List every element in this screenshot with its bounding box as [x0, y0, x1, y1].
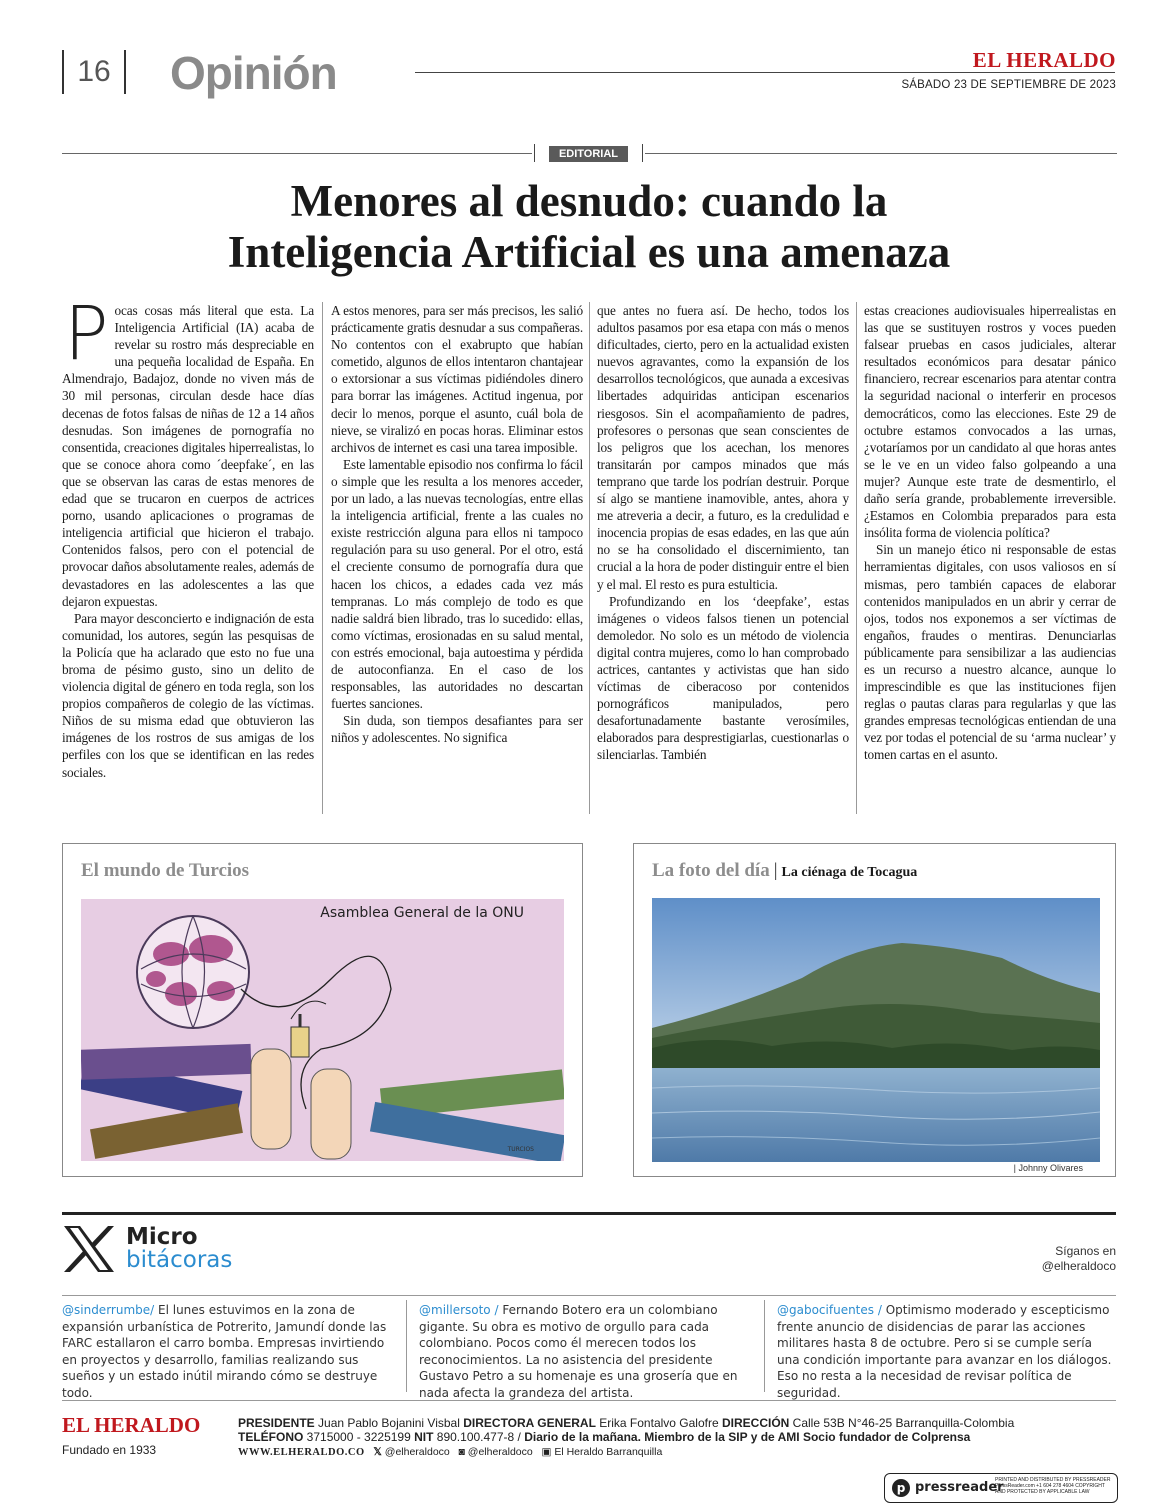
issue-date: SÁBADO 23 DE SEPTIEMBRE DE 2023 — [901, 79, 1116, 91]
pressreader-notice: PRINTED AND DISTRIBUTED BY PRESSREADER PressReader.com +1 604 278 4604 COPYRIGHT AND PROTECTED BY APPLICABLE LAW — [995, 1477, 1111, 1495]
photo-box — [633, 843, 1116, 1177]
article-column-1 — [62, 302, 314, 814]
footer-logo: EL HERALDO — [62, 1413, 201, 1437]
tweet-handle[interactable]: @millersoto / — [419, 1303, 499, 1317]
photo-image — [652, 898, 1100, 1162]
tweet-divider — [406, 1300, 407, 1392]
article-paragraph: A estos menores, para ser más precisos, les salió prácticamente gratis desnudar a sus compañeras. No contentos con el exabrupto que habían cometido, algunos de ellos intentaron chantajear o extorsionar a sus víctimas pidiéndoles dinero para borrar las imágenes. Actitud ingenua, por decir lo menos, porque el asunto, cuál bola de nieve, se viralizó en pocas horas. Eliminar estos archivos de internet es casi una tarea imposible. — [331, 303, 583, 455]
tweet — [419, 1302, 755, 1402]
instagram-icon: ◙ — [458, 1446, 465, 1458]
tweet-handle[interactable]: @sinderrumbe/ — [62, 1303, 155, 1317]
tweet-divider — [764, 1300, 765, 1392]
photo-credit: | Johnny Olivares — [1013, 1163, 1083, 1173]
footer-contact-line: TELÉFONO 3715000 - 3225199 NIT 890.100.477-8 / Diario de la mañana. Miembro de la SIP y de AMI Socio fundador de Colprensa — [238, 1430, 971, 1444]
follow-handle[interactable]: @elheraldoco — [1041, 1259, 1116, 1273]
cartoon-signature: TURCIOS — [507, 1146, 534, 1153]
x-handle[interactable]: @elheraldoco — [384, 1446, 450, 1458]
article-paragraph: que antes no fuera así. De hecho, todos los adultos pasamos por esa etapa con más o menos dificultades, cierto, pero en la actualidad existen nuevos agravantes, como la expansión de los desarrollos tecnológicos, que aunada a excesivas libertades adquiridas anticipan escenarios riesgosos. Sin el acompañamiento de padres, profesores o personas que sean conscientes de los peligros que los acechan, los menores transitarán por campos minados que más temprano que tarde los podrían destruir. Porque sí algo se mantiene inamovible, antes, ahora y me atreveria a decir, a futuro, es la credulidad e inocencia propias de esas edades, en las que aún no se ha consolidado el discernimiento, tan crucial a la hora de poder distinguir entre el bien y el mal. El resto es pura estulticia. — [597, 303, 849, 592]
article-paragraph: Este lamentable episodio nos confirma lo fácil o simple que les resulta a los menores acceder, por un lado, a las nuevas tecnologías, entre ellas la inteligencia artificial, frente a las cuales no existe restricción alguna para ellos ni tampoco regulación para su uso general. Por el otro, está el creciente consumo de pornografía dura que hacen los chicos, a edades cada vez más tempranas. Lo más complejo de todo es que nadie saldrá bien librado, tras lo sucedido: ellas, como víctimas, erosionadas en su salud mental, con estrés emocional, baja autoestima y pérdida de autoconfianza. En el caso de los responsables, las autoridades no descartan fuertes sanciones. — [331, 456, 583, 712]
tweet — [777, 1302, 1117, 1402]
article-column-4 — [864, 302, 1116, 814]
micro-title: Micro — [126, 1224, 198, 1250]
tweet-text: Optimismo moderado y escepticismo frente anuncio de disidencias de parar las acciones militares hasta 8 de octubre. Pero si se cumple sería una condición importante para avanzar en los diálogos. Eso no resta a la necesidad de revisar política de seguridad. — [777, 1303, 1112, 1400]
masthead-logo: EL HERALDO — [972, 48, 1116, 72]
article-column-3 — [597, 302, 849, 814]
column-divider — [322, 302, 323, 814]
tweet-text: Fernando Botero era un colombiano gigante. Su obra es motivo de orgullo para cada colombiano. Pocos como él merecen todos los reconocimientos. La no asistencia del presidente Gustavo Petro a su homenaje es una grosería que en nada afecta la grandeza del artista. — [419, 1303, 738, 1400]
article-paragraph: estas creaciones audiovisuales hiperrealistas en las que se sustituyen rostros y voces pueden falsear pruebas en casos judiciales, alterar resultados económicos para desatar pánico financiero, recrear escenarios para atentar contra la seguridad nacional o interferir en procesos democráticos, como las elecciones. Este 29 de octubre estamos convocados a las urnas, ¿votaríamos por un candidato al que horas antes se le ve en un video falso golpeando a una mujer? Aunque este trate de desmentirlo, el daño sería grande, probablemente irreversible. ¿Estamos en Colombia preparados para esta insólita forma de violencia política? — [864, 303, 1116, 541]
micro-rule-top — [62, 1212, 1116, 1215]
follow-label: Síganos en — [1055, 1244, 1116, 1258]
footer-social-line — [238, 1446, 662, 1458]
editorial-bar-right — [642, 144, 643, 162]
cartoon-box — [62, 843, 583, 1177]
cartoon-drawing — [81, 899, 564, 1161]
cartoon-image — [81, 899, 564, 1161]
column-divider — [589, 302, 590, 814]
headline-line-2: Inteligencia Artificial es una amenaza — [227, 227, 951, 277]
pressreader-badge — [884, 1473, 1118, 1503]
website-link[interactable]: WWW.ELHERALDO.CO — [238, 1447, 365, 1458]
landscape-photo — [652, 898, 1100, 1162]
article-paragraph: Sin un manejo ético ni responsable de estas herramientas digitales, con usos valiosos en sí mismas, pero también capaces de elaborar contenidos manipulados en un abrir y cerrar de ojos, todos nos exponemos a ser víctimas de engaños, fraudes o mentiras. Denunciarlas públicamente para sensibilizar a las audiencias es un recurso a nuestro alcance, aunque lo imprescindible es que las instituciones fijen reglas o pautas claras para regularlas y que las grandes empresas tecnológicas entiendan de una vez por todas el potencial de su ‘arma nuclear’ y tomen cartas en el asunto. — [864, 542, 1116, 763]
x-logo-icon — [62, 1224, 116, 1274]
facebook-handle[interactable]: El Heraldo Barranquilla — [554, 1446, 663, 1458]
editorial-rule-right — [645, 153, 1117, 154]
tweet-text: El lunes estuvimos en la zona de expansión urbanística de Potrerito, Jamundí donde las FARC estallaron el carro bomba. Empresas invirtiendo en proyectos y desarrollo, familias realizando sus sueños y un estado inútil mirando cómo se destruye todo. — [62, 1303, 387, 1400]
article-paragraph: Pocas cosas más literal que esta. La Inteligencia Artificial (IA) acaba de revelar su rostro más despreciable en una pequeña localidad de España. En Almendrajo, Badajoz, donde no viven más de 30 mil personas, circulan desde hace días decenas de fotos falsas de niñas de 12 a 14 años desnudas. Son imágenes de pornografía no consentida, creaciones digitales hiperrealistas, lo que se conoce ahora como ´deepfake´, en las que se observan las caras de estas menores de edad que se trucaron en cuerpos de actrices porno, usando aplicaciones o programas de inteligencia artificial que hicieron el trabajo. Contenidos falsos, pero con el potencial de provocar daños absolutamente reales, además de devastadores en las adolescentes a las que dejaron expuestas. — [62, 302, 314, 609]
micro-rule-mid — [62, 1295, 1116, 1296]
photo-title: La foto del día — [652, 860, 770, 881]
editorial-headline — [62, 176, 1116, 278]
column-divider — [856, 302, 857, 814]
instagram-handle[interactable]: @elheraldoco — [467, 1446, 533, 1458]
editorial-rule-left — [62, 153, 532, 154]
page-number-box — [62, 50, 126, 94]
pressreader-name: pressreader — [915, 1480, 1004, 1495]
photo-box-title — [652, 860, 917, 882]
bitacoras-title: bitácoras — [126, 1247, 233, 1273]
drop-cap: P — [64, 302, 109, 377]
pressreader-icon: p — [892, 1479, 910, 1497]
cartoon-caption: Asamblea General de la ONU — [320, 905, 524, 921]
editorial-tag: EDITORIAL — [549, 146, 628, 162]
article-paragraph: Profundizando en los ‘deepfake’, estas imágenes o videos falsos tienen un potencial demoledor. No solo es un método de violencia digital contra mujeres, como lo han comprobado actrices, cantantes y activistas que han sido víctimas de ciberacoso por contenidos pornográficos manipulados, pero desafortunadamente bastante verosímiles, elaborados para desprestigiarlas, cuestionarlas o silenciarlas. También — [597, 593, 849, 763]
article-paragraph: Sin duda, son tiempos desafiantes para ser niños y adolescentes. No significa — [331, 713, 583, 746]
founded-text: Fundado en 1933 — [62, 1443, 157, 1457]
headline-line-1: Menores al desnudo: cuando la — [290, 176, 888, 226]
micro-rule-bottom — [62, 1400, 1116, 1401]
photo-subtitle: La ciénaga de Tocagua — [781, 865, 918, 880]
article-column-2 — [331, 302, 583, 814]
page-number: 16 — [77, 55, 111, 88]
tweet-handle[interactable]: @gabocifuentes / — [777, 1303, 882, 1317]
footer-staff-line: PRESIDENTE Juan Pablo Bojanini Visbal DIRECTORA GENERAL Erika Fontalvo Galofre DIRECCIÓN Calle 53B N°46-25 Barranquilla-Colombia — [238, 1416, 1015, 1430]
editorial-bar-left — [534, 144, 535, 162]
title-separator: | — [773, 860, 778, 881]
section-title: Opinión — [170, 47, 337, 99]
article-paragraph: Para mayor desconcierto e indignación de esta comunidad, los autores, según las pesquisas de la Policía que ha aclarado que esto no fue una broma de pésimo gusto, sino un delito de violencia digital de género en toda regla, son los propios compañeros de colegio de las víctimas. Niños de su misma edad que obtuvieron las imágenes de los rostros de sus amigas de los perfiles con los que se identifican en las redes sociales. — [62, 610, 314, 780]
tweet — [62, 1302, 392, 1402]
cartoon-box-title: El mundo de Turcios — [81, 860, 250, 881]
follow-us — [1042, 1244, 1116, 1274]
facebook-icon: ▣ — [541, 1446, 552, 1458]
x-icon: 𝕏 — [373, 1446, 382, 1458]
